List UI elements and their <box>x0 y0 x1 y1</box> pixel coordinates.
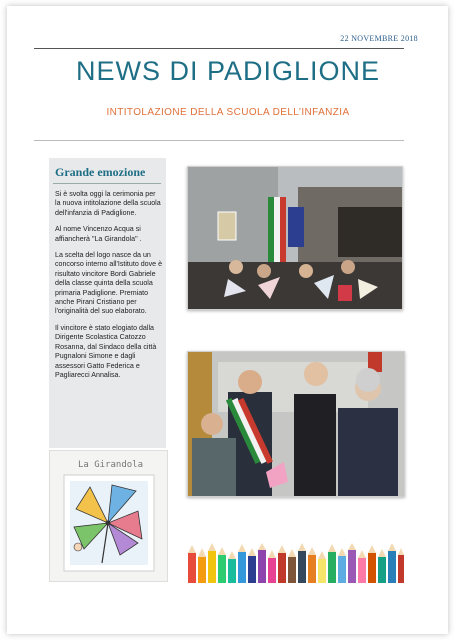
article-sidebar <box>49 158 166 448</box>
heading-rule <box>53 183 161 184</box>
header-rule <box>34 48 404 49</box>
pinwheel-drawing-icon <box>50 451 167 581</box>
article-paragraph: Il vincitore è stato elogiato dalla Dirigente Scolastica Catozzo Rosanna, dal Sindaco della città Pugnaloni Simone e dagli assessori Gatto Federica e Pagliarecci Annalisa. <box>55 323 157 379</box>
article-paragraph: La scelta del logo nasce da un concorso interno all'Istituto dove è risultato vincitore Bordi Gabriele della classe quinta della scuola primaria Padiglione. Premiato anche Pirani Cristiano per l'originalità del suo elaborato. <box>55 251 163 316</box>
award-handshake-photo-icon <box>188 352 404 496</box>
issue-date: 22 NOVEMBRE 2018 <box>340 34 418 43</box>
article-heading: Grande emozione <box>55 165 146 179</box>
article-body <box>55 190 163 387</box>
article-paragraph: Si è svolta oggi la cerimonia per la nuova intitolazione della scuola dell'infanzia di Padiglione. <box>55 190 161 217</box>
newsletter-subtitle: INTITOLAZIONE DELLA SCUOLA DELL’INFANZIA <box>106 107 350 118</box>
ceremony-photo <box>187 166 403 310</box>
article-paragraph: Al nome Vincenzo Acqua si affiancherà "La Girandola" . <box>55 225 142 243</box>
colored-pencils-icon <box>186 543 406 583</box>
logo-caption: La Girandola <box>78 460 144 470</box>
logo-drawing-card <box>49 450 168 582</box>
subtitle-rule <box>34 140 404 141</box>
award-photo <box>187 351 405 497</box>
ceremony-flags-photo-icon <box>188 167 402 309</box>
newsletter-title: NEWS DI PADIGLIONE <box>75 56 381 86</box>
